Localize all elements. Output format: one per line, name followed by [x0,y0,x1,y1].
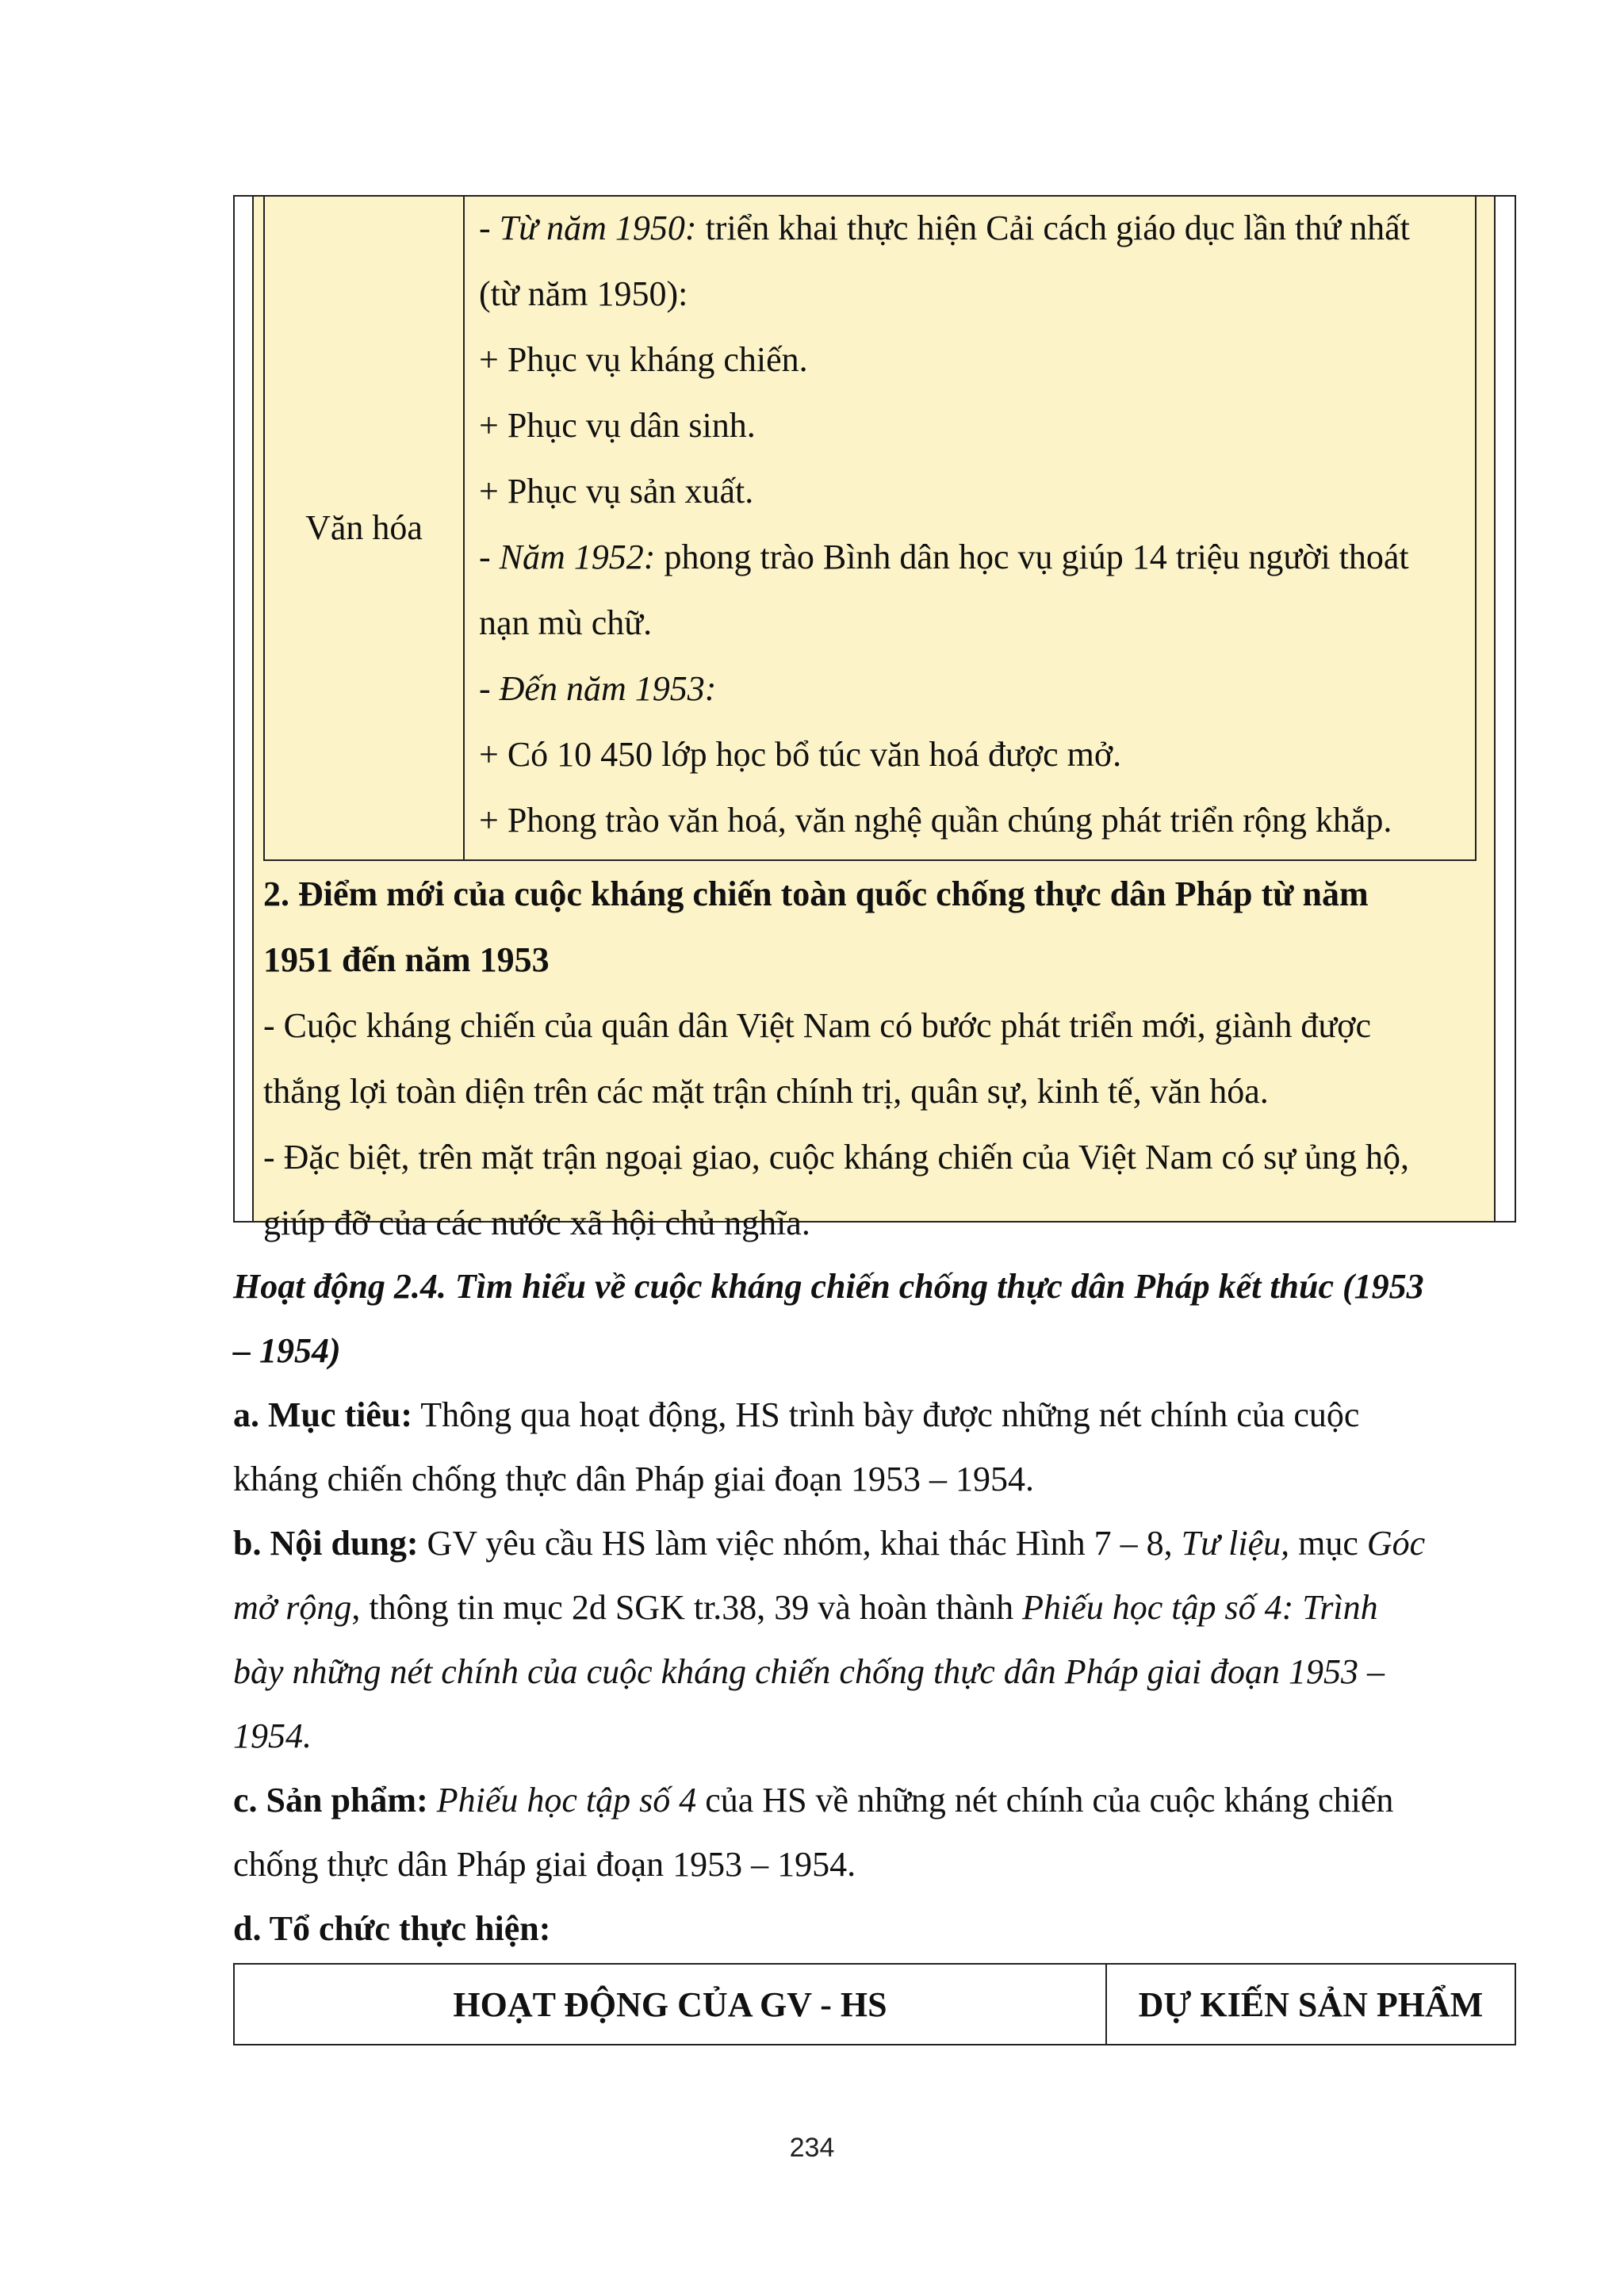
culture-row-label: Văn hóa [265,195,465,859]
culture-line [479,458,1461,524]
product-line: chống thực dân Pháp giai đoạn 1953 – 1954. [233,1845,856,1884]
organization-label: d. Tổ chức thực hiện: [233,1909,551,1948]
section-2-paragraph: - Đặc biệt, trên mặt trận ngoại giao, cuộc kháng chiến của Việt Nam có sự ủng hộ, [263,1138,1410,1177]
culture-line-text: nạn mù chữ. [479,603,653,642]
culture-line [479,261,1461,327]
header-expected-product: DỰ KIẾN SẢN PHẨM [1138,1984,1484,2024]
content-label: b. Nội dung: [233,1524,419,1563]
content-line [233,1575,1518,1640]
content-text: mục [1289,1524,1367,1563]
content-line [233,1511,1518,1575]
page-number: 234 [789,2133,835,2163]
culture-line-text: + Phục vụ kháng chiến. [479,340,808,379]
content-line: 1954. [233,1716,312,1755]
culture-line [479,721,1461,787]
culture-line-date: - Năm 1952: [479,538,656,576]
section-2-heading: 2. Điểm mới của cuộc kháng chiến toàn quốc chống thực dân Pháp từ năm [263,874,1369,913]
culture-line [479,656,1461,721]
culture-row-content [465,195,1475,859]
product-text: của HS về những nét chính của cuộc kháng chiến [696,1781,1394,1820]
activity-title: – 1954) [233,1331,341,1370]
content-text-italic: mở rộng [233,1588,352,1627]
culture-line-text: + Phục vụ dân sinh. [479,406,756,445]
section-2 [263,861,1492,1256]
culture-line-text: + Phục vụ sản xuất. [479,472,754,511]
activity-section [233,1254,1518,1961]
culture-line [479,392,1461,458]
culture-line-text: + Phong trào văn hoá, văn nghệ quần chúng phát triển rộng khắp. [479,801,1392,840]
objective-line [233,1383,1518,1447]
activity-table-header [233,1963,1516,2045]
culture-line-date: - Đến năm 1953: [479,669,717,708]
product-text-italic: Phiếu học tập số 4 [436,1781,697,1820]
objective-text: Thông qua hoạt động, HS trình bày được những nét chính của cuộc [412,1395,1360,1434]
culture-line-text: + Có 10 450 lớp học bổ túc văn hoá được mở. [479,735,1122,774]
content-text: GV yêu cầu HS làm việc nhóm, khai thác Hình 7 – 8, [418,1524,1182,1563]
objective-line: kháng chiến chống thực dân Pháp giai đoạn 1953 – 1954. [233,1460,1034,1498]
content-text: , thông tin mục 2d SGK tr.38, 39 và hoàn thành [351,1588,1023,1627]
culture-line [479,787,1461,853]
product-text [428,1781,437,1820]
product-line [233,1768,1518,1832]
header-teacher-student-activity: HOẠT ĐỘNG CỦA GV - HS [235,1965,1107,2044]
product-label: c. Sản phẩm: [233,1781,428,1820]
culture-line-text: phong trào Bình dân học vụ giúp 14 triệu người thoát [655,538,1409,576]
culture-line-date: - Từ năm 1950: [479,209,697,247]
culture-row [263,195,1477,861]
objective-label: a. Mục tiêu: [233,1395,413,1434]
activity-title: Hoạt động 2.4. Tìm hiểu về cuộc kháng chiến chống thực dân Pháp kết thúc (1953 [233,1267,1424,1306]
content-line: bày những nét chính của cuộc kháng chiến chống thực dân Pháp giai đoạn 1953 – [233,1652,1385,1691]
culture-line [479,195,1461,261]
section-2-paragraph: thắng lợi toàn diện trên các mặt trận chính trị, quân sự, kinh tế, văn hóa. [263,1072,1269,1111]
content-text-italic: Tư liệu, [1181,1524,1290,1563]
content-text-italic: Phiếu học tập số 4: Trình [1022,1588,1378,1627]
content-text-italic: Góc [1366,1524,1426,1563]
culture-line [479,590,1461,656]
section-2-paragraph: - Cuộc kháng chiến của quân dân Việt Nam có bước phát triển mới, giành được [263,1006,1371,1045]
section-2-heading: 1951 đến năm 1953 [263,940,550,979]
section-2-paragraph: giúp đỡ của các nước xã hội chủ nghĩa. [263,1203,810,1242]
culture-line [479,524,1461,590]
culture-line-text: triển khai thực hiện Cải cách giáo dục lần thứ nhất [696,209,1410,247]
culture-line [479,327,1461,392]
culture-line-text: (từ năm 1950): [479,274,688,313]
